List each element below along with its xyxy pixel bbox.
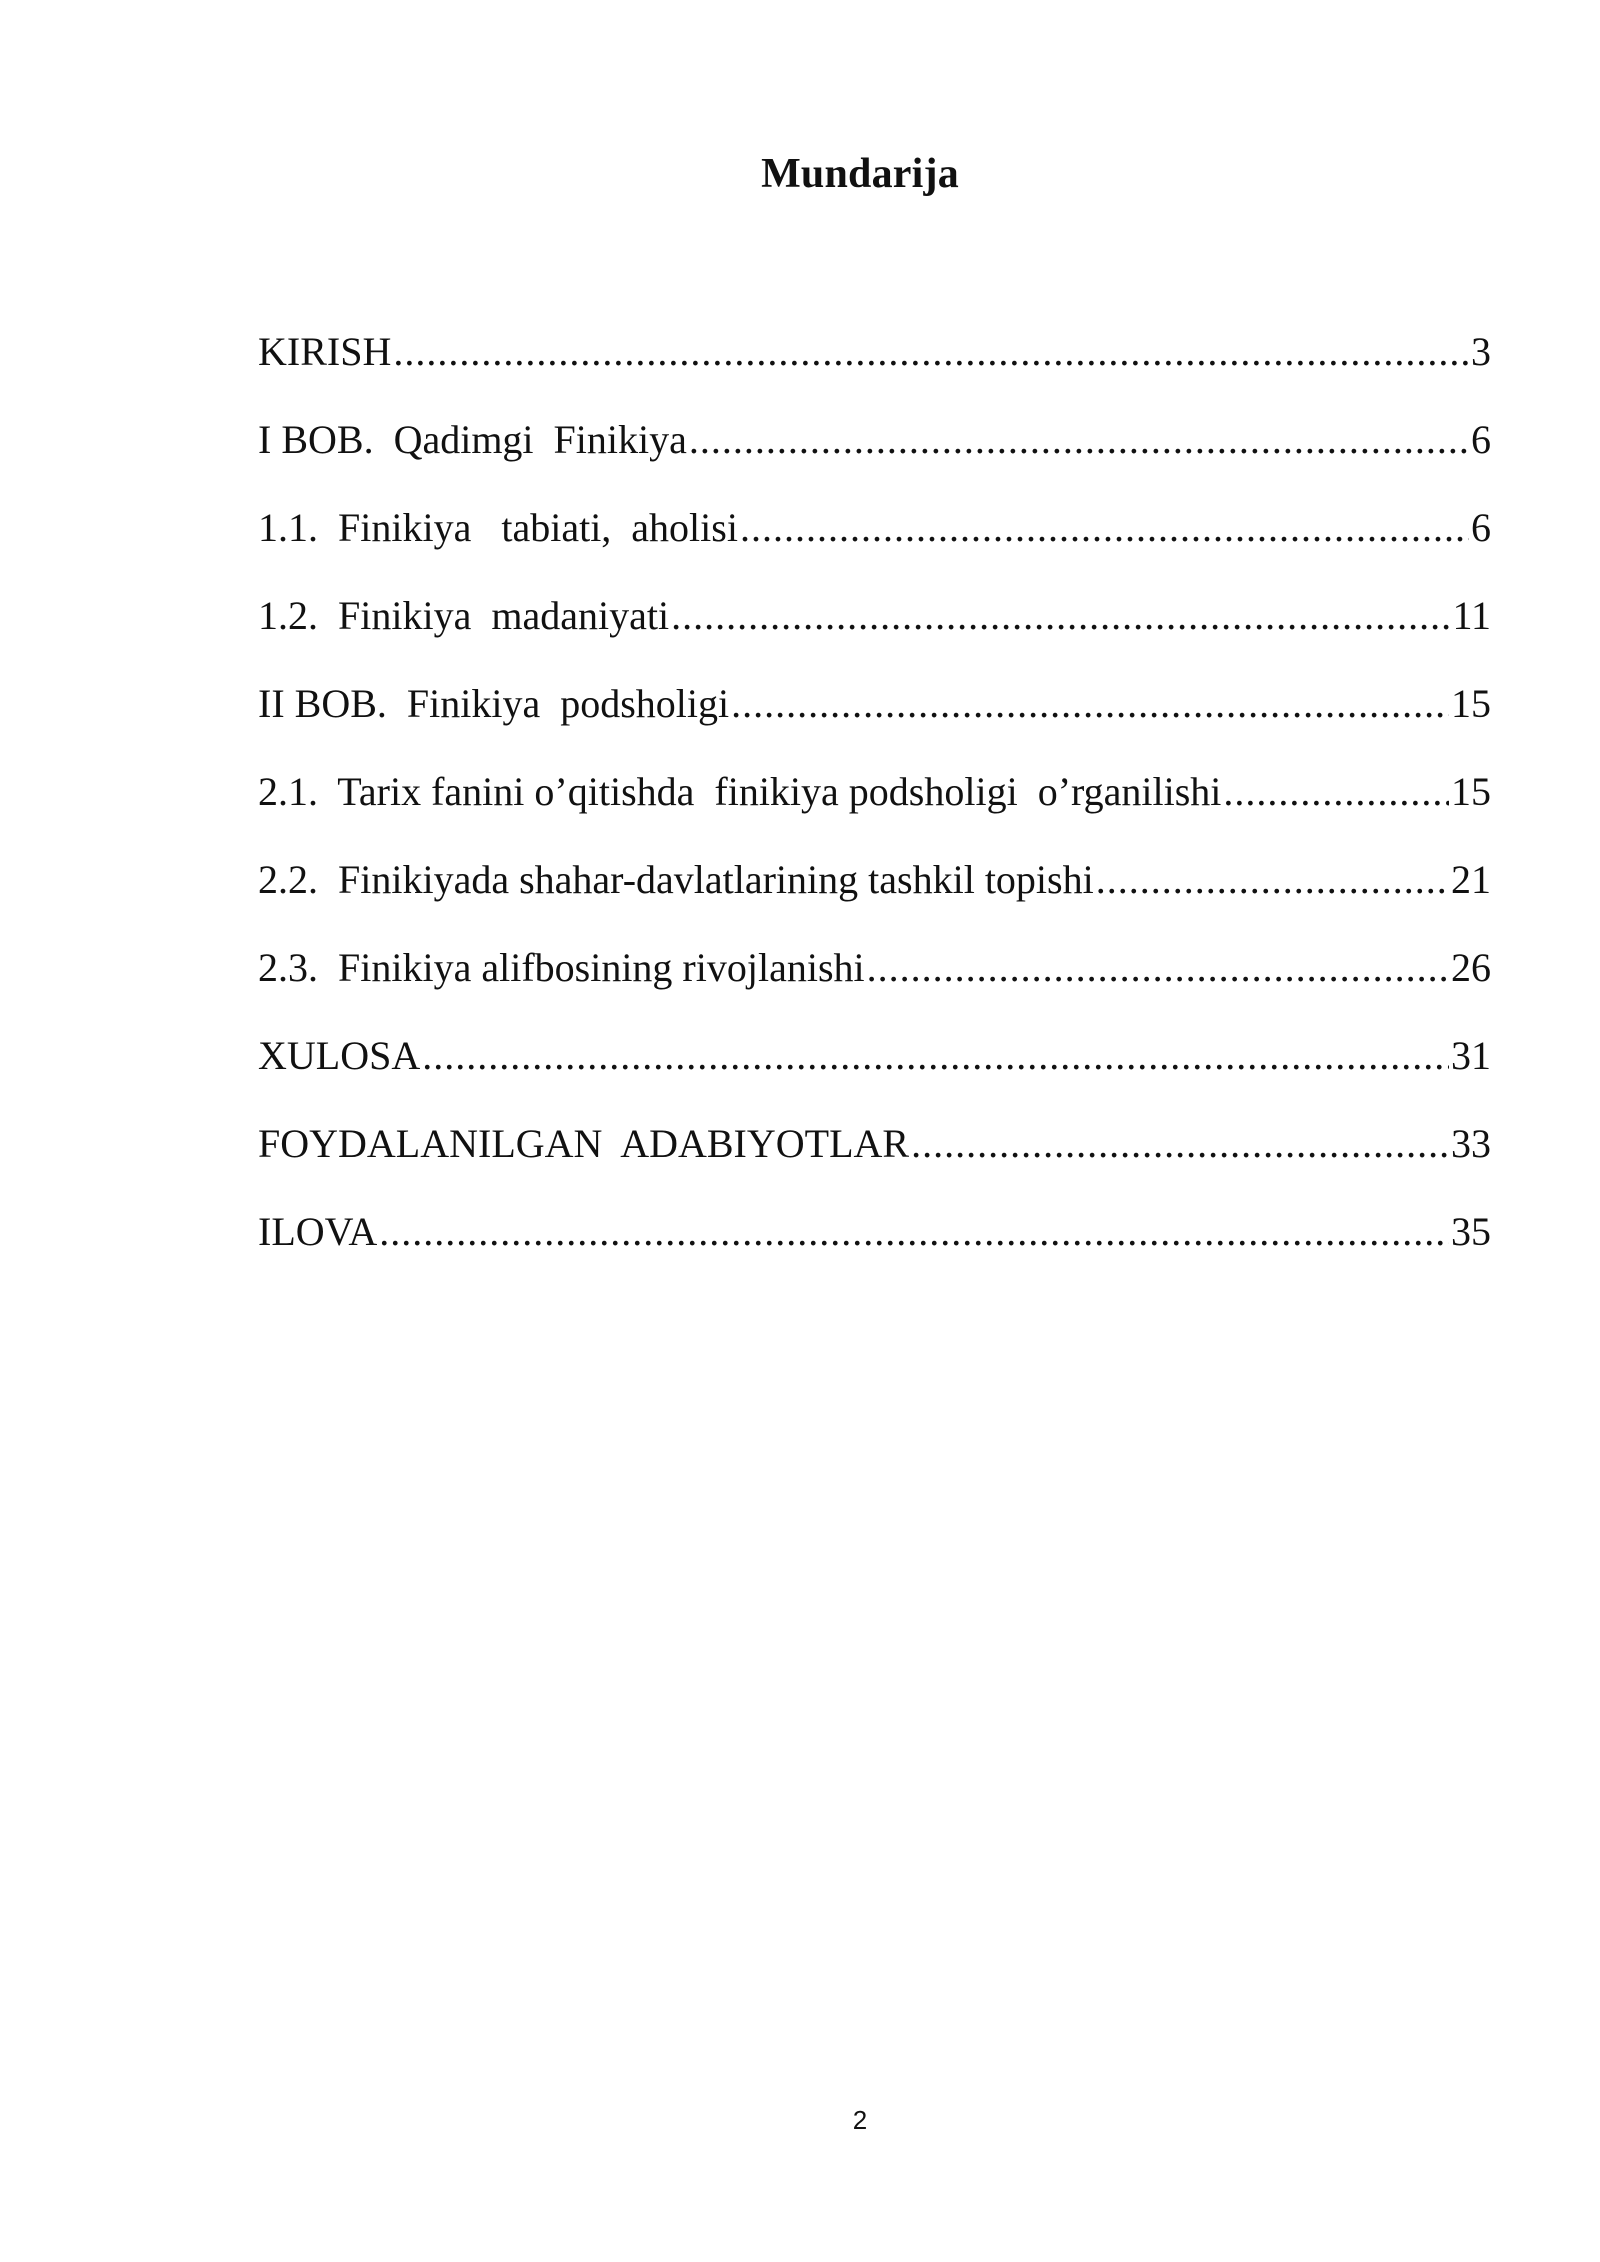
toc-entry-page: 35 bbox=[1451, 1209, 1491, 1254]
toc-entry-label: I BOB. Qadimgi Finikiya bbox=[258, 417, 687, 462]
toc-entry-section-1-1 bbox=[258, 498, 1491, 586]
toc-dot-leader bbox=[911, 1114, 1449, 1174]
toc-entry-references bbox=[258, 1114, 1491, 1202]
toc-entry-page: 11 bbox=[1452, 593, 1491, 638]
toc-entry-label: 1.2. Finikiya madaniyati bbox=[258, 593, 670, 638]
toc-entry-label: KIRISH bbox=[258, 329, 392, 374]
toc-entry-ilova bbox=[258, 1202, 1491, 1290]
toc-entry-page: 3 bbox=[1471, 329, 1491, 374]
toc-dot-leader bbox=[671, 586, 1450, 646]
toc-entry-xulosa bbox=[258, 1026, 1491, 1114]
toc-dot-leader bbox=[731, 674, 1449, 734]
toc-dot-leader bbox=[689, 410, 1469, 470]
toc-dot-leader bbox=[1223, 762, 1449, 822]
table-of-contents bbox=[258, 322, 1491, 1290]
toc-entry-label: 1.1. Finikiya tabiati, aholisi bbox=[258, 505, 738, 550]
toc-entry-chapter-2 bbox=[258, 674, 1491, 762]
toc-dot-leader bbox=[422, 1026, 1449, 1086]
toc-entry-kirish bbox=[258, 322, 1491, 410]
toc-entry-label: XULOSA bbox=[258, 1033, 421, 1078]
toc-entry-page: 26 bbox=[1451, 945, 1491, 990]
toc-entry-label: 2.2. Finikiyada shahar-davlatlarining tashkil topishi bbox=[258, 857, 1094, 902]
page-title: Mundarija bbox=[761, 151, 959, 197]
toc-entry-chapter-1 bbox=[258, 410, 1491, 498]
toc-entry-section-2-2 bbox=[258, 850, 1491, 938]
toc-entry-page: 15 bbox=[1451, 681, 1491, 726]
toc-dot-leader bbox=[379, 1202, 1449, 1262]
toc-entry-label: FOYDALANILGAN ADABIYOTLAR bbox=[258, 1121, 910, 1166]
toc-dot-leader bbox=[393, 322, 1469, 382]
toc-entry-label: 2.1. Tarix fanini o’qitishda finikiya podsholigi o’rganilishi bbox=[258, 769, 1222, 814]
toc-entry-section-1-2 bbox=[258, 586, 1491, 674]
toc-entry-page: 6 bbox=[1471, 417, 1491, 462]
toc-entry-label: II BOB. Finikiya podsholigi bbox=[258, 681, 730, 726]
toc-entry-page: 31 bbox=[1451, 1033, 1491, 1078]
toc-entry-label: ILOVA bbox=[258, 1209, 378, 1254]
toc-entry-page: 15 bbox=[1451, 769, 1491, 814]
toc-entry-page: 33 bbox=[1451, 1121, 1491, 1166]
toc-entry-section-2-1 bbox=[258, 762, 1491, 850]
page-number: 2 bbox=[852, 2105, 868, 2135]
toc-entry-page: 21 bbox=[1451, 857, 1491, 902]
toc-dot-leader bbox=[867, 938, 1449, 998]
toc-dot-leader bbox=[740, 498, 1469, 558]
toc-entry-section-2-3 bbox=[258, 938, 1491, 1026]
toc-entry-page: 6 bbox=[1471, 505, 1491, 550]
toc-entry-label: 2.3. Finikiya alifbosining rivojlanishi bbox=[258, 945, 865, 990]
toc-dot-leader bbox=[1096, 850, 1449, 910]
